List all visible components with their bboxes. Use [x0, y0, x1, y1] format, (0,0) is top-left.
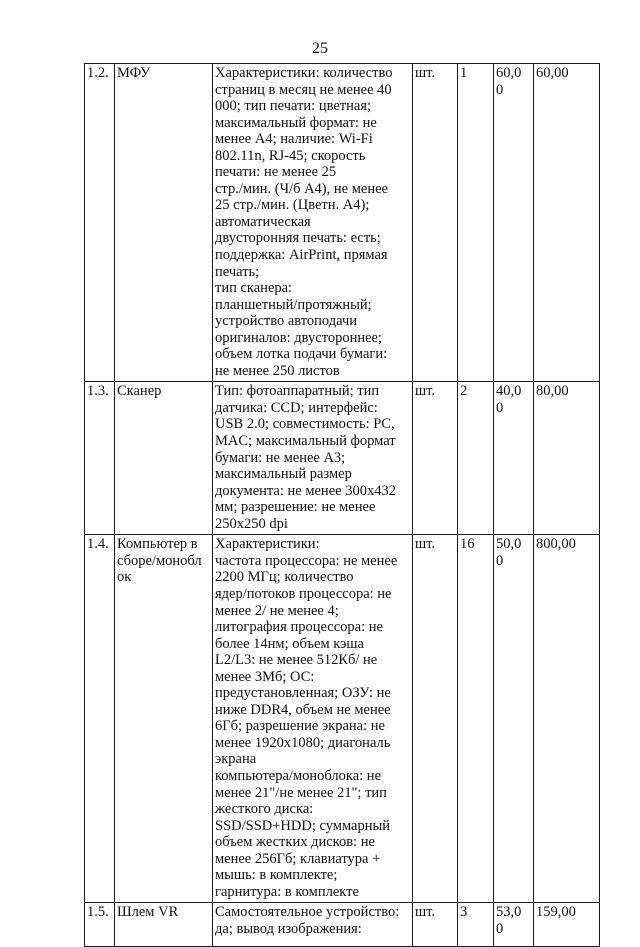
item-price-cell-line: 0 — [496, 920, 504, 937]
item-name-cell-line: Шлем VR — [117, 904, 179, 921]
item-description-cell-line: USB 2.0; совместимость: PC, — [215, 416, 395, 433]
item-description-cell-line: экрана — [215, 751, 257, 768]
item-description-cell-line: оригиналов: двустороннее; — [215, 329, 383, 346]
item-description-cell-line: мышь: в комплекте; — [215, 867, 338, 884]
item-number-cell: 1.2. — [85, 64, 115, 382]
item-description-cell-line: страниц в месяц не менее 40 — [215, 81, 392, 98]
item-number-cell: 1.3. — [85, 382, 115, 535]
item-description-cell-line: 2200 МГц; количество — [215, 569, 354, 586]
item-quantity-cell: 2 — [458, 382, 494, 535]
item-price-cell-line: 0 — [496, 81, 504, 98]
item-unit-cell: шт. — [413, 382, 458, 535]
item-unit-cell: шт. — [413, 535, 458, 903]
item-description-cell — [213, 903, 413, 947]
item-description-cell-line: устройство автоподачи — [215, 313, 358, 330]
item-price-cell-line: 50,0 — [496, 536, 522, 553]
item-price-cell — [494, 382, 534, 535]
item-number-cell: 1.5. — [85, 903, 115, 947]
item-description-cell-line: тип сканера: — [215, 280, 293, 297]
item-total-cell: 60,00 — [534, 64, 600, 382]
item-description-cell-line: частота процессора: не менее — [215, 552, 398, 569]
item-number-cell: 1.4. — [85, 535, 115, 903]
item-description-cell-line: ядер/потоков процессора: не — [215, 585, 392, 602]
item-price-cell-line: 53,0 — [496, 904, 522, 921]
item-price-cell-line: 0 — [496, 399, 504, 416]
table-row — [85, 535, 600, 903]
item-quantity-cell: 3 — [458, 903, 494, 947]
item-price-cell-line: 60,0 — [496, 65, 522, 81]
item-description-cell-line: печати: не менее 25 — [215, 164, 337, 181]
item-unit-cell: шт. — [413, 64, 458, 382]
item-description-cell-line: менее 21"/не менее 21"; тип — [215, 784, 387, 801]
item-name-cell-line: Сканер — [117, 383, 162, 400]
item-description-cell-line: стр./мин. (Ч/б А4), не менее — [215, 180, 388, 197]
item-name-cell-line: ок — [117, 569, 132, 586]
item-description-cell-line: компьютера/моноблока: не — [215, 767, 382, 784]
item-description-cell-line: SSD/SSD+HDD; суммарный — [215, 817, 390, 834]
item-description-cell-line: L2/L3: не менее 512Кб/ не — [215, 652, 378, 669]
item-price-cell — [494, 903, 534, 947]
item-description-cell-line: автоматическая — [215, 213, 311, 230]
item-description-cell-line: менее А4; наличие: Wi-Fi — [215, 131, 373, 148]
item-description-cell-line: предустановленная; ОЗУ: не — [215, 685, 391, 702]
item-description-cell-line: жесткого диска: — [215, 801, 314, 818]
item-description-cell-line: менее 1920x1080; диагональ — [215, 734, 391, 751]
item-description-cell-line: менее 3Мб; ОС: — [215, 668, 315, 685]
item-description-cell-line: более 14нм; объем кэша — [215, 635, 364, 652]
item-description-cell-line: литография процессора: не — [215, 619, 383, 636]
item-name-cell-line: МФУ — [117, 65, 151, 81]
specification-table — [84, 63, 600, 947]
item-name-cell — [115, 382, 213, 535]
item-total-cell: 159,00 — [534, 903, 600, 947]
item-description-cell-line: двусторонняя печать: есть; — [215, 230, 381, 247]
item-price-cell — [494, 64, 534, 382]
item-description-cell-line: максимальный формат: не — [215, 114, 377, 131]
item-price-cell — [494, 535, 534, 903]
item-description-cell-line: ниже DDR4, объем не менее — [215, 701, 391, 718]
item-total-cell: 80,00 — [534, 382, 600, 535]
item-description-cell-line: MAC; максимальный формат — [215, 433, 396, 450]
table-row — [85, 903, 600, 947]
item-description-cell-line: 000; тип печати: цветная; — [215, 98, 372, 115]
item-description-cell-line: гарнитура: в комплекте — [215, 883, 359, 900]
item-description-cell-line: объем лотка подачи бумаги: — [215, 346, 388, 363]
item-description-cell-line: Тип: фотоаппаратный; тип — [215, 383, 380, 400]
item-description-cell — [213, 535, 413, 903]
item-description-cell-line: поддержка: AirPrint, прямая — [215, 247, 388, 264]
item-unit-cell: шт. — [413, 903, 458, 947]
specification-table-body — [85, 64, 600, 947]
item-description-cell-line: датчика: CCD; интерфейс: — [215, 399, 378, 416]
item-total-cell: 800,00 — [534, 535, 600, 903]
item-description-cell-line: менее 256Гб; клавиатура + — [215, 850, 381, 867]
item-description-cell-line: объем жестких дисков: не — [215, 834, 375, 851]
item-description-cell-line: Самостоятельное устройство: — [215, 904, 400, 921]
item-description-cell-line: планшетный/протяжный; — [215, 296, 372, 313]
item-name-cell — [115, 64, 213, 382]
item-description-cell — [213, 64, 413, 382]
item-name-cell — [115, 535, 213, 903]
item-description-cell-line: не менее 250 листов — [215, 362, 340, 379]
item-description-cell-line: да; вывод изображения: — [215, 920, 362, 937]
item-description-cell-line: 802.11n, RJ-45; скорость — [215, 147, 366, 164]
item-description-cell-line: документа: не менее 300x432 — [215, 482, 396, 499]
item-description-cell-line: 25 стр./мин. (Цветн. А4); — [215, 197, 370, 214]
item-description-cell-line: мм; разрешение: не менее — [215, 499, 376, 516]
item-description-cell-line: Характеристики: — [215, 536, 320, 553]
item-description-cell-line: максимальный размер — [215, 466, 352, 483]
item-quantity-cell: 1 — [458, 64, 494, 382]
item-price-cell-line: 0 — [496, 552, 504, 569]
item-description-cell-line: 6Гб; разрешение экрана: не — [215, 718, 385, 735]
item-price-cell-line: 40,0 — [496, 383, 522, 400]
item-description-cell-line: Характеристики: количество — [215, 65, 393, 81]
item-quantity-cell: 16 — [458, 535, 494, 903]
item-description-cell-line: менее 2/ не менее 4; — [215, 602, 339, 619]
page-number: 25 — [312, 40, 328, 57]
item-name-cell — [115, 903, 213, 947]
item-description-cell-line: бумаги: не менее А3; — [215, 449, 346, 466]
item-description-cell-line: печать; — [215, 263, 260, 280]
table-row — [85, 64, 600, 382]
item-name-cell-line: сборе/монобл — [117, 552, 202, 569]
table-row — [85, 382, 600, 535]
item-description-cell — [213, 382, 413, 535]
item-description-cell-line: 250x250 dpi — [215, 515, 288, 532]
item-name-cell-line: Компьютер в — [117, 536, 198, 553]
